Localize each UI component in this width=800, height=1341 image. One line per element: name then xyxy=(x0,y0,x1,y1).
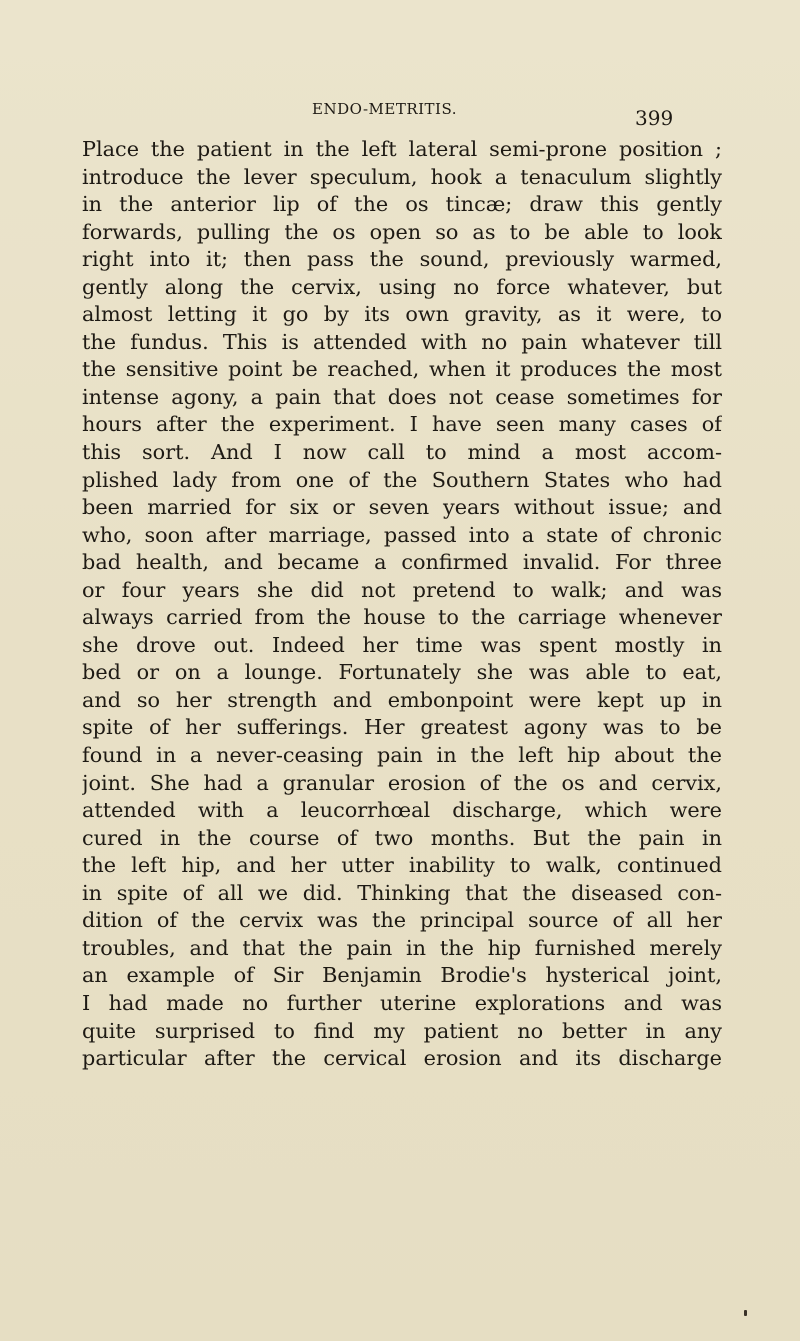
text-line: cured in the course of two months. But the pain in xyxy=(82,825,722,850)
text-line: dition of the cervix was the principal source of all her xyxy=(82,908,722,933)
text-line: in spite of all we did. Thinking that the diseased con- xyxy=(82,880,722,905)
text-line: and so her strength and embonpoint were kept up in xyxy=(82,687,722,712)
body-text xyxy=(82,136,722,1073)
text-line: always carried from the house to the carriage whenever xyxy=(82,605,722,630)
text-line: troubles, and that the pain in the hip furnished merely xyxy=(82,935,722,960)
text-line: intense agony, a pain that does not cease sometimes for xyxy=(82,384,722,409)
text-line: the fundus. This is attended with no pain whatever till xyxy=(82,329,722,354)
text-line: spite of her sufferings. Her greatest agony was to be xyxy=(82,715,722,740)
text-line: Place the patient in the left lateral semi-prone position ; xyxy=(82,137,722,161)
print-speck xyxy=(744,1310,747,1316)
text-line: joint. She had a granular erosion of the os and cervix, xyxy=(82,770,722,795)
text-line: bad health, and became a confirmed invalid. For three xyxy=(82,550,722,575)
page-header xyxy=(0,100,800,140)
text-line: almost letting it go by its own gravity, as it were, to xyxy=(82,302,722,327)
text-line: this sort. And I now call to mind a most accom- xyxy=(82,440,722,465)
text-line: quite surprised to find my patient no better in any xyxy=(82,1018,722,1043)
text-line: the sensitive point be reached, when it produces the most xyxy=(82,357,722,382)
text-line: found in a never-ceasing pain in the left hip about the xyxy=(82,743,722,768)
text-line: particular after the cervical erosion and its discharge xyxy=(82,1046,722,1071)
text-line: plished lady from one of the Southern States who had xyxy=(82,467,722,492)
text-line: forwards, pulling the os open so as to be able to look xyxy=(82,219,722,244)
text-line: she drove out. Indeed her time was spent mostly in xyxy=(82,632,722,657)
text-line: in the anterior lip of the os tincæ; draw this gently xyxy=(82,192,722,217)
page-number: 399 xyxy=(635,106,674,130)
text-line: introduce the lever speculum, hook a tenaculum slightly xyxy=(82,164,722,189)
text-line: the left hip, and her utter inability to walk, continued xyxy=(82,853,722,878)
text-line: bed or on a lounge. Fortunately she was able to eat, xyxy=(82,660,722,685)
text-line: right into it; then pass the sound, previously warmed, xyxy=(82,247,722,272)
running-head: ENDO-METRITIS. xyxy=(312,100,457,118)
text-line: an example of Sir Benjamin Brodie's hysterical joint, xyxy=(82,963,722,988)
text-line: attended with a leucorrhœal discharge, which were xyxy=(82,798,722,823)
text-line: I had made no further uterine explorations and was xyxy=(82,990,722,1015)
text-line: or four years she did not pretend to walk; and was xyxy=(82,577,722,602)
text-line: gently along the cervix, using no force whatever, but xyxy=(82,274,722,299)
text-line: been married for six or seven years without issue; and xyxy=(82,495,722,520)
text-line: who, soon after marriage, passed into a state of chronic xyxy=(82,522,722,547)
text-line: hours after the experiment. I have seen many cases of xyxy=(82,412,722,437)
